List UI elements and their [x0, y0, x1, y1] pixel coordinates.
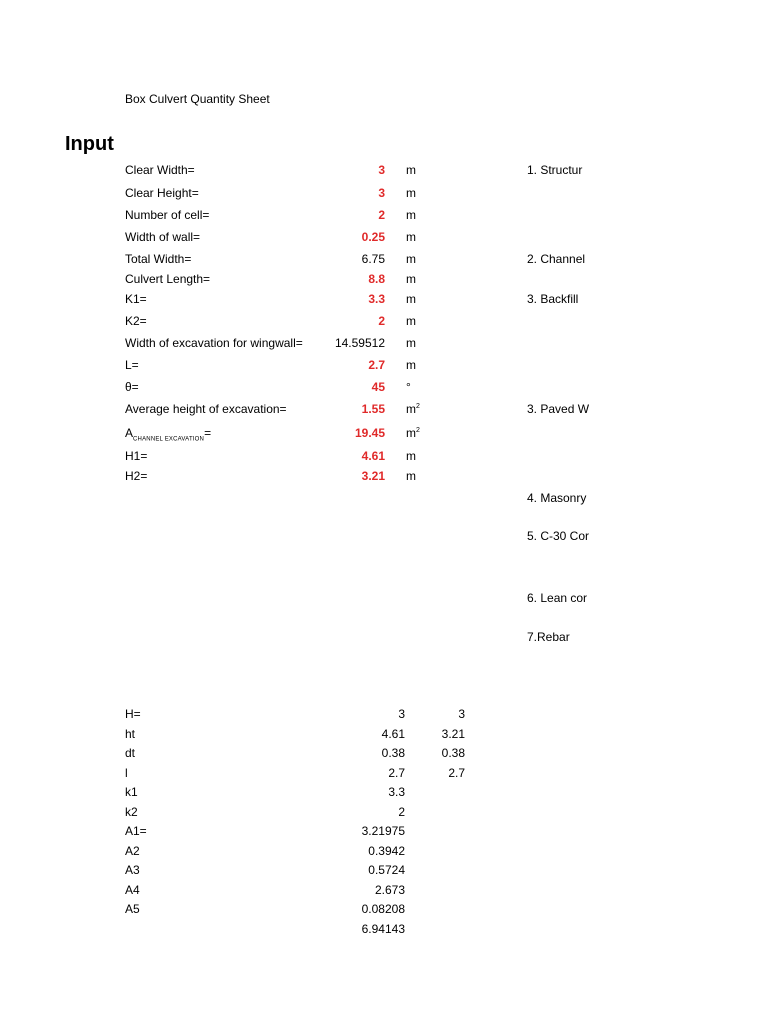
input-unit: m	[406, 469, 416, 483]
unit-superscript: 2	[416, 427, 420, 434]
input-value: 2.7	[368, 358, 385, 372]
input-value: 14.59512	[334, 336, 385, 350]
input-unit: m	[406, 314, 416, 328]
input-unit: m	[406, 449, 416, 463]
quantity-item-label: 7.Rebar	[527, 630, 570, 644]
input-unit: m	[406, 252, 416, 266]
input-value: 0.25	[361, 230, 385, 244]
input-label: θ=	[125, 380, 139, 394]
input-label: Culvert Length=	[125, 272, 211, 286]
input-label: Width of excavation for wingwall=	[125, 336, 303, 350]
calc-value-1: 0.38	[381, 746, 405, 760]
input-unit: m	[406, 272, 416, 286]
input-value: 3.3	[368, 292, 385, 306]
calc-value-1: 0.08208	[361, 902, 405, 916]
quantity-item-label: 3. Backfill	[527, 292, 579, 306]
calc-label: l	[125, 765, 128, 780]
input-label: H1=	[125, 449, 148, 463]
calc-label: A5	[125, 902, 140, 916]
calc-label: H=	[125, 707, 141, 721]
quantity-item-label: 4. Masonry	[527, 491, 587, 505]
quantity-item-label: 6. Lean cor	[527, 591, 588, 605]
input-label: L=	[125, 358, 139, 372]
quantity-item-label: 3. Paved W	[527, 402, 590, 416]
calc-label: dt	[125, 746, 136, 760]
calc-value-1: 0.5724	[368, 863, 405, 877]
input-label: $A_{CHANNEL EXCAVATION}=$	[125, 426, 212, 443]
calc-value-2: 2.7	[448, 765, 465, 780]
calc-label: A2	[125, 843, 140, 858]
calc-label: A4	[125, 882, 140, 897]
input-unit: m	[406, 358, 416, 372]
input-unit: $m^2$	[406, 402, 420, 416]
input-unit: m	[406, 163, 416, 177]
input-label: Total Width=	[125, 252, 192, 266]
calc-value-1: 2	[398, 804, 405, 819]
input-value: 4.61	[361, 449, 385, 463]
calc-value-2: 0.38	[441, 746, 465, 760]
calc-value-1: 3.21975	[361, 824, 405, 838]
input-value: 1.55	[361, 402, 385, 416]
input-label-subscript: CHANNEL EXCAVATION	[133, 436, 205, 443]
calc-value-1: 3	[398, 707, 405, 721]
calc-value-1: 0.3942	[368, 843, 405, 858]
calc-label: k1	[125, 785, 138, 799]
input-value: 3.21	[361, 469, 385, 483]
calc-value-1: 2.673	[374, 882, 405, 897]
input-value: 6.75	[361, 252, 385, 266]
input-label: K1=	[125, 292, 147, 306]
calc-value-1: 2.7	[388, 765, 405, 780]
input-unit: m	[406, 208, 416, 222]
quantity-item-label: 2. Channel	[527, 252, 586, 266]
input-value: 8.8	[368, 272, 385, 286]
input-label: Clear Width=	[125, 163, 195, 177]
calc-label: k2	[125, 804, 138, 819]
unit-superscript: 2	[416, 403, 420, 410]
input-value: 3	[378, 163, 385, 177]
section-heading-input: Input	[65, 133, 114, 155]
input-unit: $m^2$	[406, 426, 420, 440]
document-title: Box Culvert Quantity Sheet	[125, 92, 270, 106]
quantity-item-label: 5. C-30 Cor	[527, 529, 590, 543]
input-label: Average height of excavation=	[125, 402, 287, 416]
input-unit: m	[406, 186, 416, 200]
input-value: 45	[371, 380, 385, 394]
input-unit: m	[406, 230, 416, 244]
calc-label: A1=	[125, 824, 147, 838]
input-label: Width of wall=	[125, 230, 201, 244]
input-label: H2=	[125, 469, 148, 483]
calc-label: A3	[125, 863, 140, 877]
calc-value-1: 6.94143	[361, 921, 405, 936]
input-label: Number of cell=	[125, 208, 210, 222]
input-unit: °	[406, 380, 411, 394]
input-value: 3	[378, 186, 385, 200]
calc-value-1: 3.3	[388, 785, 405, 799]
input-unit: m	[406, 292, 416, 306]
calc-value-2: 3.21	[441, 726, 465, 741]
calc-label: ht	[125, 726, 136, 741]
input-value: 19.45	[354, 426, 385, 440]
input-label: K2=	[125, 314, 147, 328]
quantity-item-label: 1. Structur	[527, 163, 583, 177]
calc-value-2: 3	[458, 707, 465, 721]
input-label: Clear Height=	[125, 186, 199, 200]
input-value: 2	[378, 314, 385, 328]
input-unit: m	[406, 336, 416, 350]
calc-value-1: 4.61	[381, 726, 405, 741]
input-value: 2	[378, 208, 385, 222]
